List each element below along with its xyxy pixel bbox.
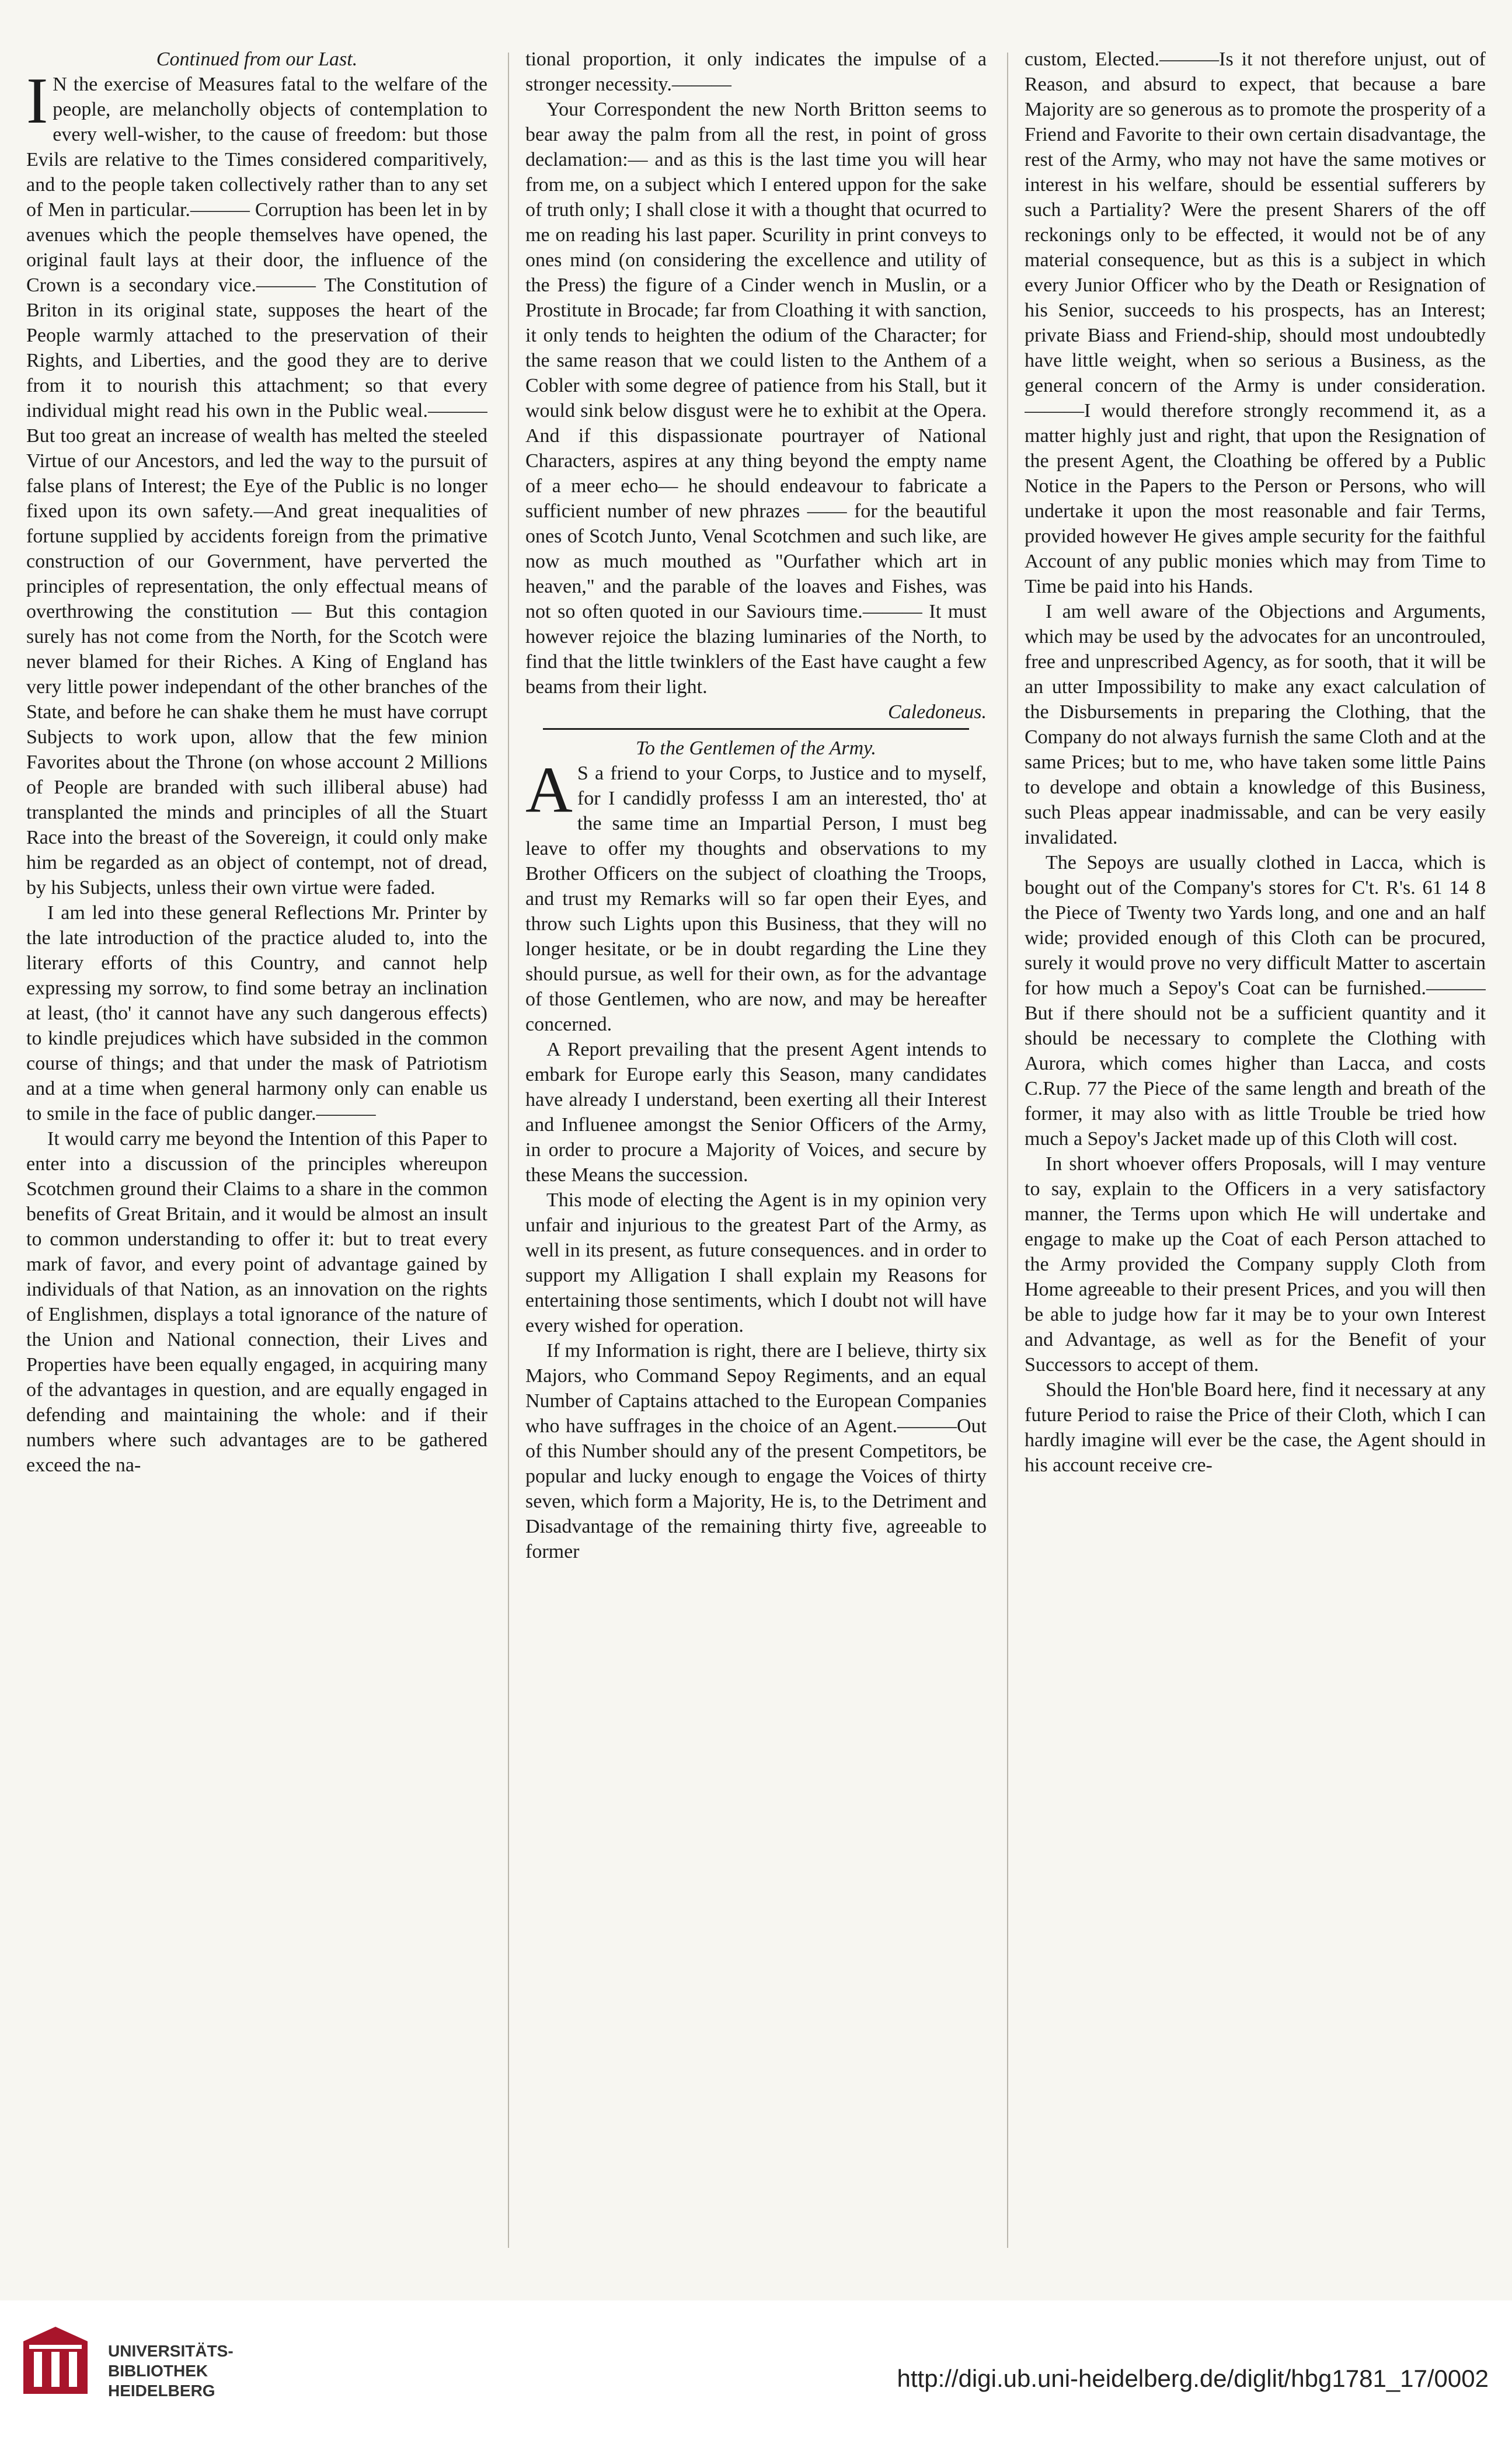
drop-cap: I <box>26 65 48 137</box>
paragraph <box>525 1338 987 1564</box>
paragraph <box>525 1188 987 1338</box>
library-name-line: BIBLIOTHEK <box>108 2362 208 2380</box>
column-rule <box>1007 53 1008 2248</box>
paragraph-text: In short whoever offers Proposals, will I may venture to say, explain to the Officers in a very satisfactory manner, the Terms upon which He will undertake and engage to make up the Coat of each Person attached to the Army provided the Company supply Cloth from Home agreeable to their present Prices, and you will then be able to judge how far it may be to your own Interest and Advantage, as well as for the Benefit of your Successors to accept of them. <box>1025 1153 1486 1376</box>
source-url-link[interactable]: http://digi.ub.uni-heidelberg.de/diglit/hbg1781_17/0002 <box>897 2365 1489 2392</box>
article-column-2 <box>525 47 987 2254</box>
paragraph <box>26 900 487 1126</box>
paragraph <box>26 1126 487 1478</box>
paragraph-text: I am led into these general Reflections Mr. Printer by the late introduction of the practice aluded to, into the literary efforts of this Country, and cannot help expressing my sorrow, to find some betray an inclination at least, (tho' it cannot have any such dangerous effects) to kindle prejudices which have subsided in the common course of things; and that under the mask of Patriotism and at a time when general harmony only can enable us to smile in the face of public danger.——— <box>26 902 487 1125</box>
article-column-1 <box>26 47 487 2254</box>
paragraph-text: custom, Elected.———Is it not therefore unjust, out of Reason, and absurd to expect, that because a bare Majority are so generous as to promote the prosperity of a Friend and Favorite to their own certain disadvantage, the rest of the Army, who may not have the same motives or interest in his welfare, should be essential sufferers by such a Partiality? Were the present Sharers of the off reckonings only to be effected, it would not be of any material consequence, but as this is a subject in which every Junior Officer who by the Death or Resignation of his Senior, succeeds to his prospects, has an Interest; private Biass and Friend-ship, should most undoubtedly have little weight, when so serious a Business, as the general concern of the Army is under consideration.———I would therefore strongly recommend it, as a matter highly just and right, that upon the Resignation of the present Agent, the Cloathing be offered by a Public Notice in the Papers to the Person or Persons, who will undertake it upon the most reasonable and fair Terms, provided however He gives ample security for the faithful Account of any public monies which may from Time to Time be paid into his Hands. <box>1025 48 1486 597</box>
letter-body <box>525 754 987 1564</box>
article-column-3 <box>1025 47 1486 2254</box>
column-rule <box>508 53 509 2248</box>
article-separator <box>543 728 969 730</box>
paragraph <box>26 65 487 900</box>
university-library-logo-icon <box>18 2324 93 2400</box>
paragraph <box>525 47 987 97</box>
paragraph <box>1025 850 1486 1151</box>
paragraph-text: A Report prevailing that the present Agent intends to embark for Europe early this Season, many candidates have already I understand, been exerting all their Interest and Influenee amongst the Senior Officers of the Army, in order to procure a Majority of Voices, and secure by these Means the succession. <box>525 1039 987 1186</box>
column-3-body <box>1025 47 1486 1478</box>
library-footer <box>0 2300 1512 2447</box>
paragraph <box>1025 47 1486 599</box>
paragraph-text: It would carry me beyond the Intention of this Paper to enter into a discussion of the principles whereupon Scotchmen ground their Claims to a share in the common benefits of Great Britain, and it would be almost an insult to common understanding to offer it: but to treat every mark of favor, and every point of advantage gained by individuals of that Nation, as an innovation on the rights of Englishmen, displays a total ignorance of the nature of the Union and National connection, their Lives and Properties have been equally engaged, in acquiring many of the advantages in question, and are equally engaged in defending and maintaining the whole: and if their numbers where such advantages are to be gathered exceed the na- <box>26 1128 487 1476</box>
library-name-line: HEIDELBERG <box>108 2382 215 2400</box>
paragraph-text: I am well aware of the Objections and Arguments, which may be used by the advocates for an uncontrouled, free and unprescribed Agency, as for sooth, that it will be an utter Impossibility to make any exact calculation of the Disbursements in preparing the Clothing, that the Company do not always furnish the same Cloth and at the same Prices; but to me, who have taken some little Pains to develope and obtain a knowledge of this Business, such Pleas appear inadmissable, and can be very easily invalidated. <box>1025 601 1486 848</box>
paragraph <box>1025 599 1486 850</box>
paragraph-text: tional proportion, it only indicates the impulse of a stronger necessity.——— <box>525 48 987 95</box>
library-name <box>108 2341 234 2401</box>
paragraph <box>525 754 987 1037</box>
paragraph <box>525 97 987 699</box>
column-2-body <box>525 47 987 699</box>
paragraph <box>1025 1151 1486 1377</box>
letter-heading: To the Gentlemen of the Army. <box>636 737 876 759</box>
paragraph-text: S a friend to your Corps, to Justice and to myself, for I candidly professs I am an interested, tho' at the same time an Impartial Person, I must beg leave to offer my thoughts and observations to my Brother Officers on the subject of cloathing the Troops, and trust my Remarks will so far open their Eyes, and throw such Lights upon this Business, that they will no longer hesitate, or be in doubt regarding the Line they should pursue, as well for their own, as for the advantage of those Gentlemen, who are now, and may be hereafter concerned. <box>525 763 987 1035</box>
drop-cap: A <box>525 754 573 826</box>
signature: Caledoneus. <box>887 701 987 723</box>
continued-heading: Continued from our Last. <box>156 48 358 70</box>
paragraph-text: Your Correspondent the new North Britton seems to bear away the palm from all the rest, in point of gross declamation:— and as this is the last time you will hear from me, on a subject which I entered uppon for the sake of truth only; I shall close it with a thought that ocurred to me on reading his last paper. Scurility in print conveys to ones mind (on considering the excellence and utility of the Press) the figure of a Cinder wench in Muslin, or a Prostitute in Brocade; far from Cloathing it with sanction, it only tends to heighten the odium of the Character; for the same reason that we could listen to the Anthem of a Cobler with some degree of patience from his Stall, but it would sink below disgust were he to exhibit at the Opera. And if this dispassionate pourtrayer of National Characters, aspires at any thing beyond the empty name of a meer echo— he should endeavour to fabricate a sufficient number of new phrazes —— for the beautiful ones of Scotch Junto, Venal Scotchmen and such like, are now as much mouthed as "Ourfather which art in heaven," and the parable of the loaves and Fishes, was not so often quoted in our Saviours time.——— It must however rejoice the blazing luminaries of the North, to find that the little twinklers of the East have caught a few beams from their light. <box>525 99 987 698</box>
paragraph-text: If my Information is right, there are I believe, thirty six Majors, who Command Sepoy Regiments, and an equal Number of Captains attached to the European Companies who have suffrages in the choice of an Agent.———Out of this Number should any of the present Competitors, be popular and lucky enough to engage the Voices of thirty seven, which form a Majority, He is, to the Detriment and Disadvantage of the remaining thirty five, agreeable to former <box>525 1340 987 1562</box>
paragraph <box>1025 1377 1486 1478</box>
paragraph-text: N the exercise of Measures fatal to the welfare of the people, are melancholly objects of contemplation to every well-wisher, to the cause of freedom: but those Evils are relative to the Times considered comparitively, and to the people taken collectively rather than to any set of Men in particular.——— Corruption has been let in by avenues which the people themselves have opened, the original fault lays at their door, the influence of the Crown is a secondary vice.——— The Constitution of Briton in its original state, supposes the heart of the People warmly attached to the preservation of their Rights, and Liberties, and the good they are to derive from it to nourish this attachment; so that every individual might read his own in the Public weal.——— But too great an increase of wealth has melted the steeled Virtue of our Ancestors, and led the way to the pursuit of false plans of Interest; the Eye of the Public is no longer fixed upon its own safety.—And great inequalities of fortune supplied by accidents foreign from the primative construction of our Government, have perverted the principles of representation, the only effectual means of overthrowing the constitution — But this contagion surely has not come from the North, for the Scotch were never blamed for their Riches. A King of England has very little power independant of the other branches of the State, and before he can shake them he must have corrupt Subjects to work upon, allow that the few minion Favorites about the Throne (on whose account 2 Millions of People are branded with such illiberal abuse) had transplanted the minds and principles of all the Stuart Race into the breast of the Sovereign, it could only make him be regarded as an object of contempt, not of dread, by his Subjects, unless their own virtue were faded. <box>26 74 487 899</box>
paragraph-text: The Sepoys are usually clothed in Lacca, which is bought out of the Company's stores for C't. R's. 61 14 8 the Piece of Twenty two Yards long, and one and an half wide; provided enough of this Cloth can be procured, surely it would prove no very difficult Matter to ascertain for how much a Sepoy's Coat can be furnished.———But if there should not be a sufficient quantity and it should be necessary to complete the Clothing with Aurora, which comes higher than Lacca, and costs C.Rup. 77 the Piece of the same length and breath of the former, it may also with as little Trouble be tried how much a Sepoy's Jacket made up of this Cloth will cost. <box>1025 852 1486 1150</box>
paragraph <box>525 1037 987 1188</box>
library-name-line: UNIVERSITÄTS- <box>108 2342 234 2360</box>
paragraph-text: Should the Hon'ble Board here, find it necessary at any future Period to raise the Price of their Cloth, which I can hardly imagine will ever be the case, the Agent should in his account receive cre- <box>1025 1379 1486 1476</box>
paragraph-text: This mode of electing the Agent is in my opinion very unfair and injurious to the greatest Part of the Army, as well in its present, as future consequences. and in order to support my Alligation I shall explain my Reasons for entertaining those sentiments, which I doubt not will have every wished for operation. <box>525 1189 987 1336</box>
column-1-body <box>26 65 487 1478</box>
